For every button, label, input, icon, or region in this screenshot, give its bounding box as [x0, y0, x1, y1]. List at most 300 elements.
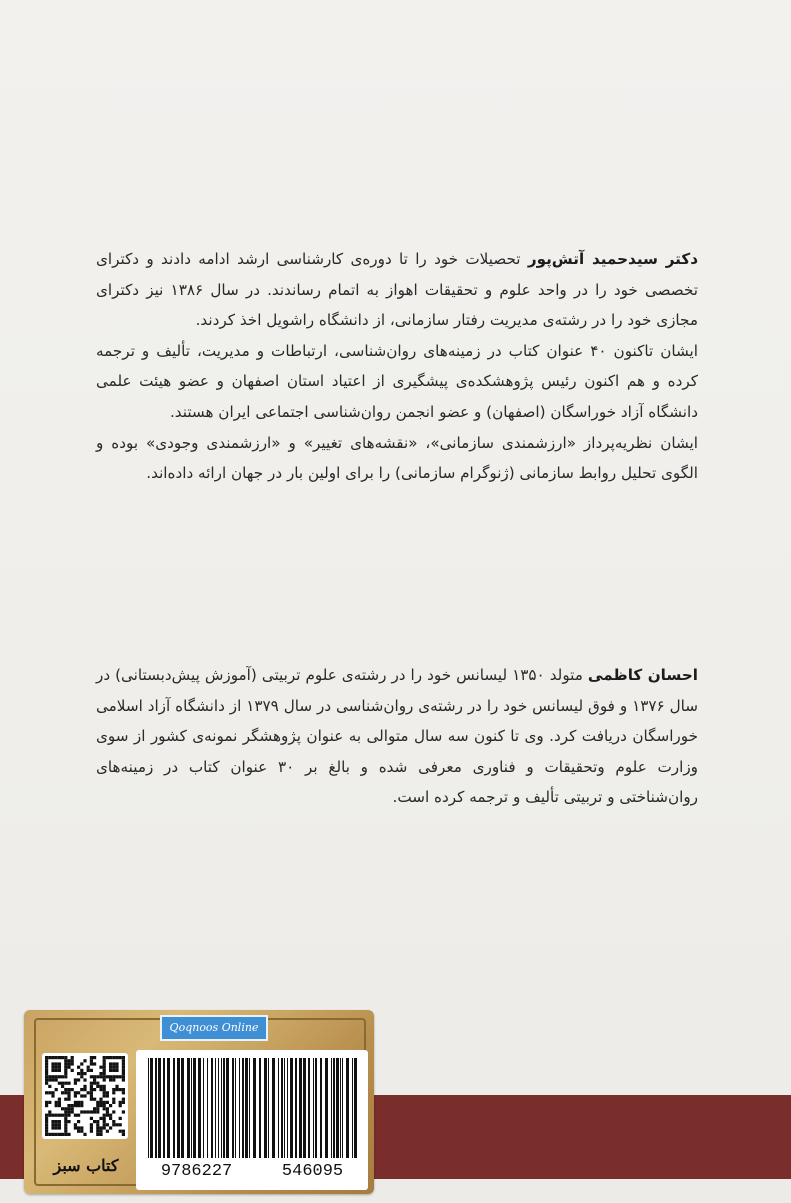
qr-module [83, 1072, 86, 1075]
qr-module [51, 1091, 54, 1094]
author-bio-atashpour [96, 244, 698, 489]
qr-module [99, 1130, 102, 1133]
qr-module [74, 1091, 77, 1094]
qr-module [51, 1133, 54, 1136]
qr-module [74, 1123, 77, 1126]
qr-module [109, 1056, 112, 1059]
qr-module [96, 1082, 99, 1085]
qr-module [93, 1056, 96, 1059]
qr-module [61, 1075, 64, 1078]
qr-module [119, 1056, 122, 1059]
qr-module [45, 1123, 48, 1126]
qr-module [87, 1110, 90, 1113]
qr-module [103, 1104, 106, 1107]
qr-module [67, 1104, 70, 1107]
qr-module [45, 1072, 48, 1075]
qr-module [119, 1130, 122, 1133]
qr-module [77, 1114, 80, 1117]
barcode-bar [346, 1058, 349, 1158]
barcode-bar [191, 1058, 192, 1158]
qr-module [99, 1104, 102, 1107]
barcode-bar [354, 1058, 357, 1158]
qr-module [67, 1133, 70, 1136]
qr-code [42, 1053, 128, 1139]
qr-module [58, 1104, 61, 1107]
qr-module [90, 1062, 93, 1065]
qr-module [106, 1130, 109, 1133]
barcode-bar [239, 1058, 240, 1158]
qr-module [77, 1104, 80, 1107]
qr-module [58, 1126, 61, 1129]
qr-module [112, 1069, 115, 1072]
qr-module [74, 1104, 77, 1107]
bio-text: متولد ۱۳۵۰ لیسانس خود را در رشته‌ی علوم تربیتی (آموزش پیش‌دبستانی) در سال ۱۳۷۶ و فوق لیسانس خود را در رشته‌ی روان‌شناسی در سال ۱۳۷۹ از دانشگاه آزاد اسلامی خوراسگان دریافت کرد. وی تا کنون سه سال متوالی به عنوان پژوهشگر نمونه‌ی کشور از سوی وزارت علوم وتحقیقات و فناوری معرفی شده و بالغ بر ۳۰ عنوان کتاب در زمینه‌های روان‌شناختی و تربیتی تألیف و ترجمه کرده است. [96, 666, 699, 807]
qr-module [45, 1130, 48, 1133]
qr-module [106, 1107, 109, 1110]
barcode-bar [331, 1058, 332, 1158]
qr-module [93, 1120, 96, 1123]
barcode-bar [253, 1058, 256, 1158]
qr-module [103, 1114, 106, 1117]
qr-module [103, 1094, 106, 1097]
qr-module [58, 1066, 61, 1069]
qr-module [103, 1072, 106, 1075]
qr-module [74, 1101, 77, 1104]
qr-module [55, 1062, 58, 1065]
qr-module [80, 1126, 83, 1129]
qr-module [90, 1130, 93, 1133]
qr-module [48, 1075, 51, 1078]
qr-module [115, 1075, 118, 1078]
qr-module [58, 1082, 61, 1085]
barcode-bar [193, 1058, 196, 1158]
qr-module [122, 1110, 125, 1113]
barcode-bars [136, 1050, 368, 1162]
qr-module [48, 1133, 51, 1136]
qr-module [61, 1091, 64, 1094]
qr-module [90, 1098, 93, 1101]
qr-module [122, 1088, 125, 1091]
qr-module [99, 1085, 102, 1088]
qr-module [51, 1126, 54, 1129]
qr-module [64, 1059, 67, 1062]
barcode-bar [245, 1058, 248, 1158]
barcode-bar [155, 1058, 157, 1158]
qr-module [80, 1072, 83, 1075]
qr-module [106, 1110, 109, 1113]
qr-module [122, 1072, 125, 1075]
qr-module [96, 1075, 99, 1078]
barcode-bar [223, 1058, 225, 1158]
qr-module [51, 1123, 54, 1126]
barcode-bar [299, 1058, 302, 1158]
barcode-bar [173, 1058, 175, 1158]
qr-module [45, 1069, 48, 1072]
qr-module [112, 1075, 115, 1078]
qr-module [99, 1133, 102, 1136]
qr-module [45, 1082, 48, 1085]
qr-module [48, 1078, 51, 1081]
qr-module [67, 1098, 70, 1101]
qr-module [122, 1098, 125, 1101]
qr-module [55, 1078, 58, 1081]
barcode-bar [232, 1058, 234, 1158]
qr-module [58, 1120, 61, 1123]
qr-module [115, 1056, 118, 1059]
qr-module [74, 1082, 77, 1085]
barcode-bar [211, 1058, 213, 1158]
barcode-bar [284, 1058, 285, 1158]
qr-module [48, 1110, 51, 1113]
barcode-bar [295, 1058, 297, 1158]
barcode-bar [313, 1058, 314, 1158]
barcode-bar [150, 1058, 153, 1158]
qr-module [99, 1075, 102, 1078]
qr-module [45, 1133, 48, 1136]
barcode-bar [278, 1058, 279, 1158]
qr-module [80, 1062, 83, 1065]
qr-module [112, 1101, 115, 1104]
qr-module [103, 1078, 106, 1081]
qr-module [80, 1069, 83, 1072]
qr-module [55, 1120, 58, 1123]
qr-module [45, 1114, 48, 1117]
qr-module [99, 1072, 102, 1075]
qr-module [115, 1066, 118, 1069]
qr-module [112, 1123, 115, 1126]
qr-module [45, 1104, 48, 1107]
qr-module [51, 1056, 54, 1059]
barcode-bar [272, 1058, 275, 1158]
qr-module [96, 1120, 99, 1123]
qr-module [109, 1069, 112, 1072]
qr-module [64, 1123, 67, 1126]
qr-module [112, 1078, 115, 1081]
qr-module [112, 1120, 115, 1123]
qr-module [93, 1082, 96, 1085]
qr-module [77, 1072, 80, 1075]
seller-stamp: Qoqnoos Online [160, 1015, 268, 1041]
qr-module [64, 1117, 67, 1120]
qr-module [67, 1107, 70, 1110]
qr-module [119, 1104, 122, 1107]
qr-module [51, 1069, 54, 1072]
qr-module [90, 1082, 93, 1085]
qr-module [115, 1085, 118, 1088]
qr-module [122, 1062, 125, 1065]
barcode-bar [167, 1058, 170, 1158]
qr-module [74, 1078, 77, 1081]
barcode-bar [333, 1058, 335, 1158]
qr-module [83, 1088, 86, 1091]
qr-module [67, 1091, 70, 1094]
qr-module [80, 1110, 83, 1113]
qr-module [96, 1126, 99, 1129]
qr-module [103, 1101, 106, 1104]
barcode-bar [177, 1058, 180, 1158]
isbn-number [136, 1162, 368, 1184]
qr-module [58, 1075, 61, 1078]
qr-module [122, 1075, 125, 1078]
qr-module [64, 1062, 67, 1065]
qr-module [99, 1117, 102, 1120]
barcode-bar [215, 1058, 216, 1158]
qr-module [55, 1075, 58, 1078]
qr-module [115, 1088, 118, 1091]
qr-module [58, 1123, 61, 1126]
barcode-bar [308, 1058, 310, 1158]
qr-module [64, 1082, 67, 1085]
qr-module [80, 1130, 83, 1133]
qr-module [99, 1088, 102, 1091]
qr-module [115, 1062, 118, 1065]
qr-module [61, 1133, 64, 1136]
qr-module [61, 1082, 64, 1085]
qr-module [93, 1110, 96, 1113]
barcode-bar [259, 1058, 261, 1158]
qr-module [106, 1091, 109, 1094]
qr-module [55, 1126, 58, 1129]
qr-module [90, 1091, 93, 1094]
qr-module [67, 1120, 70, 1123]
qr-module [51, 1094, 54, 1097]
qr-module [64, 1069, 67, 1072]
qr-module [103, 1066, 106, 1069]
qr-module [64, 1107, 67, 1110]
qr-module [109, 1078, 112, 1081]
qr-module [58, 1098, 61, 1101]
qr-module [48, 1091, 51, 1094]
qr-code-icon [42, 1053, 128, 1139]
qr-module [109, 1062, 112, 1065]
qr-module [64, 1110, 67, 1113]
qr-module [45, 1075, 48, 1078]
qr-module [45, 1056, 48, 1059]
qr-module [61, 1085, 64, 1088]
qr-module [87, 1069, 90, 1072]
qr-module [61, 1114, 64, 1117]
qr-module [71, 1107, 74, 1110]
qr-module [99, 1098, 102, 1101]
barcode-bar [336, 1058, 339, 1158]
qr-module [96, 1123, 99, 1126]
qr-module [112, 1110, 115, 1113]
qr-module [51, 1062, 54, 1065]
qr-module [80, 1104, 83, 1107]
qr-module [64, 1075, 67, 1078]
qr-module [64, 1072, 67, 1075]
qr-module [99, 1101, 102, 1104]
qr-module [80, 1075, 83, 1078]
qr-module [90, 1110, 93, 1113]
isbn-right: 546095 [281, 1162, 344, 1181]
qr-module [119, 1123, 122, 1126]
qr-module [77, 1078, 80, 1081]
qr-module [93, 1098, 96, 1101]
barcode-bar [264, 1058, 267, 1158]
qr-module [83, 1094, 86, 1097]
qr-module [48, 1114, 51, 1117]
qr-module [96, 1130, 99, 1133]
qr-module [96, 1085, 99, 1088]
qr-module [71, 1069, 74, 1072]
qr-module [64, 1133, 67, 1136]
qr-module [64, 1120, 67, 1123]
barcode-bar [303, 1058, 306, 1158]
barcode-bar [187, 1058, 190, 1158]
qr-module [58, 1133, 61, 1136]
qr-module [55, 1069, 58, 1072]
qr-module [119, 1101, 122, 1104]
qr-module [103, 1107, 106, 1110]
barcode-bar [342, 1058, 343, 1158]
bio-text: تحصیلات خود را تا دوره‌ی کارشناسی ارشد ادامه دادند و دکترای تخصصی خود را در واحد علوم و تحقیقات اهواز به اتمام رساندند. در سال ۱۳۸۶ نیز دکترای مجازی خود را در رشته‌ی مدیریت رفتار سازمانی، از دانشگاه راشویل اخذ کردند. [96, 250, 698, 330]
qr-module [64, 1066, 67, 1069]
qr-module [45, 1078, 48, 1081]
qr-module [90, 1088, 93, 1091]
qr-module [103, 1056, 106, 1059]
qr-module [119, 1075, 122, 1078]
qr-module [77, 1126, 80, 1129]
barcode-bar [287, 1058, 288, 1158]
qr-module [109, 1066, 112, 1069]
qr-module [90, 1117, 93, 1120]
qr-module [122, 1101, 125, 1104]
qr-module [93, 1078, 96, 1081]
qr-module [80, 1094, 83, 1097]
qr-module [109, 1126, 112, 1129]
qr-module [83, 1078, 86, 1081]
qr-module [48, 1085, 51, 1088]
qr-module [64, 1130, 67, 1133]
qr-module [112, 1088, 115, 1091]
qr-module [90, 1123, 93, 1126]
qr-module [45, 1101, 48, 1104]
barcode-bar [249, 1058, 250, 1158]
qr-module [51, 1120, 54, 1123]
barcode-bar [281, 1058, 283, 1158]
qr-module [64, 1056, 67, 1059]
qr-module [80, 1088, 83, 1091]
qr-module [48, 1101, 51, 1104]
qr-module [71, 1062, 74, 1065]
bio-paragraph-2: ایشان تاکنون ۴۰ عنوان کتاب در زمینه‌های روان‌شناسی، ارتباطات و مدیریت، تألیف و ترجمه کرده و هم اکنون رئیس پژوهشکده‌ی پیشگیری از اعتیاد استان اصفهان و عضو هیئت علمی دانشگاه آزاد خوراسگان (اصفهان) و عضو انجمن روان‌شناسی اجتماعی ایران هستند. [96, 341, 698, 421]
qr-module [122, 1133, 125, 1136]
author-bio-kazemi [96, 660, 698, 813]
qr-module [103, 1075, 106, 1078]
qr-module [55, 1123, 58, 1126]
qr-module [71, 1056, 74, 1059]
qr-module [122, 1056, 125, 1059]
qr-module [99, 1126, 102, 1129]
qr-module [67, 1114, 70, 1117]
qr-module [55, 1133, 58, 1136]
barcode-bar [290, 1058, 293, 1158]
qr-module [67, 1110, 70, 1113]
qr-module [90, 1056, 93, 1059]
qr-module [90, 1094, 93, 1097]
qr-module [93, 1088, 96, 1091]
qr-module [45, 1126, 48, 1129]
qr-module [61, 1107, 64, 1110]
qr-module [83, 1133, 86, 1136]
qr-module [112, 1056, 115, 1059]
barcode-bar [340, 1058, 341, 1158]
qr-module [106, 1075, 109, 1078]
qr-module [96, 1133, 99, 1136]
qr-module [71, 1059, 74, 1062]
qr-module [103, 1069, 106, 1072]
qr-module [106, 1056, 109, 1059]
qr-module [55, 1104, 58, 1107]
qr-module [83, 1085, 86, 1088]
qr-module [74, 1094, 77, 1097]
qr-module [45, 1091, 48, 1094]
qr-module [103, 1117, 106, 1120]
qr-module [55, 1088, 58, 1091]
qr-module [55, 1056, 58, 1059]
qr-module [45, 1117, 48, 1120]
qr-module [106, 1114, 109, 1117]
barcode-bar [268, 1058, 269, 1158]
qr-module [122, 1069, 125, 1072]
qr-module [109, 1114, 112, 1117]
qr-module [103, 1126, 106, 1129]
qr-module [93, 1075, 96, 1078]
qr-module [90, 1069, 93, 1072]
qr-module [61, 1056, 64, 1059]
barcode [136, 1050, 368, 1190]
qr-module [90, 1059, 93, 1062]
qr-module [106, 1123, 109, 1126]
qr-module [67, 1088, 70, 1091]
qr-module [112, 1098, 115, 1101]
barcode-bar [320, 1058, 322, 1158]
barcode-bar [226, 1058, 229, 1158]
bio-paragraph-3: ایشان نظریه‌پرداز «ارزشمندی سازمانی»، «نقشه‌های تغییر» و «ارزشمندی وجودی» بوده و الگوی تحلیل روابط سازمانی (ژنوگرام سازمانی) را برای اولین بار در جهان ارائه داده‌اند. [96, 433, 698, 483]
qr-module [71, 1088, 74, 1091]
qr-module [96, 1107, 99, 1110]
qr-module [77, 1130, 80, 1133]
barcode-bar [315, 1058, 317, 1158]
qr-module [93, 1062, 96, 1065]
barcode-bar [181, 1058, 184, 1158]
qr-module [103, 1085, 106, 1088]
isbn-left: 9786227 [160, 1162, 233, 1181]
qr-module [58, 1101, 61, 1104]
qr-module [67, 1059, 70, 1062]
qr-module [112, 1062, 115, 1065]
qr-module [64, 1088, 67, 1091]
qr-module [112, 1091, 115, 1094]
qr-module [115, 1069, 118, 1072]
qr-module [96, 1110, 99, 1113]
qr-module [119, 1088, 122, 1091]
qr-module [109, 1075, 112, 1078]
publisher-logo: کتاب سبز [53, 1156, 119, 1175]
qr-module [80, 1101, 83, 1104]
qr-module [74, 1114, 77, 1117]
qr-module [58, 1056, 61, 1059]
qr-module [77, 1120, 80, 1123]
barcode-bar [148, 1058, 149, 1158]
qr-module [122, 1130, 125, 1133]
bio-paragraph-1 [96, 244, 698, 336]
qr-module [112, 1066, 115, 1069]
qr-module [67, 1066, 70, 1069]
qr-module [58, 1069, 61, 1072]
bio-paragraph-1 [96, 660, 698, 813]
